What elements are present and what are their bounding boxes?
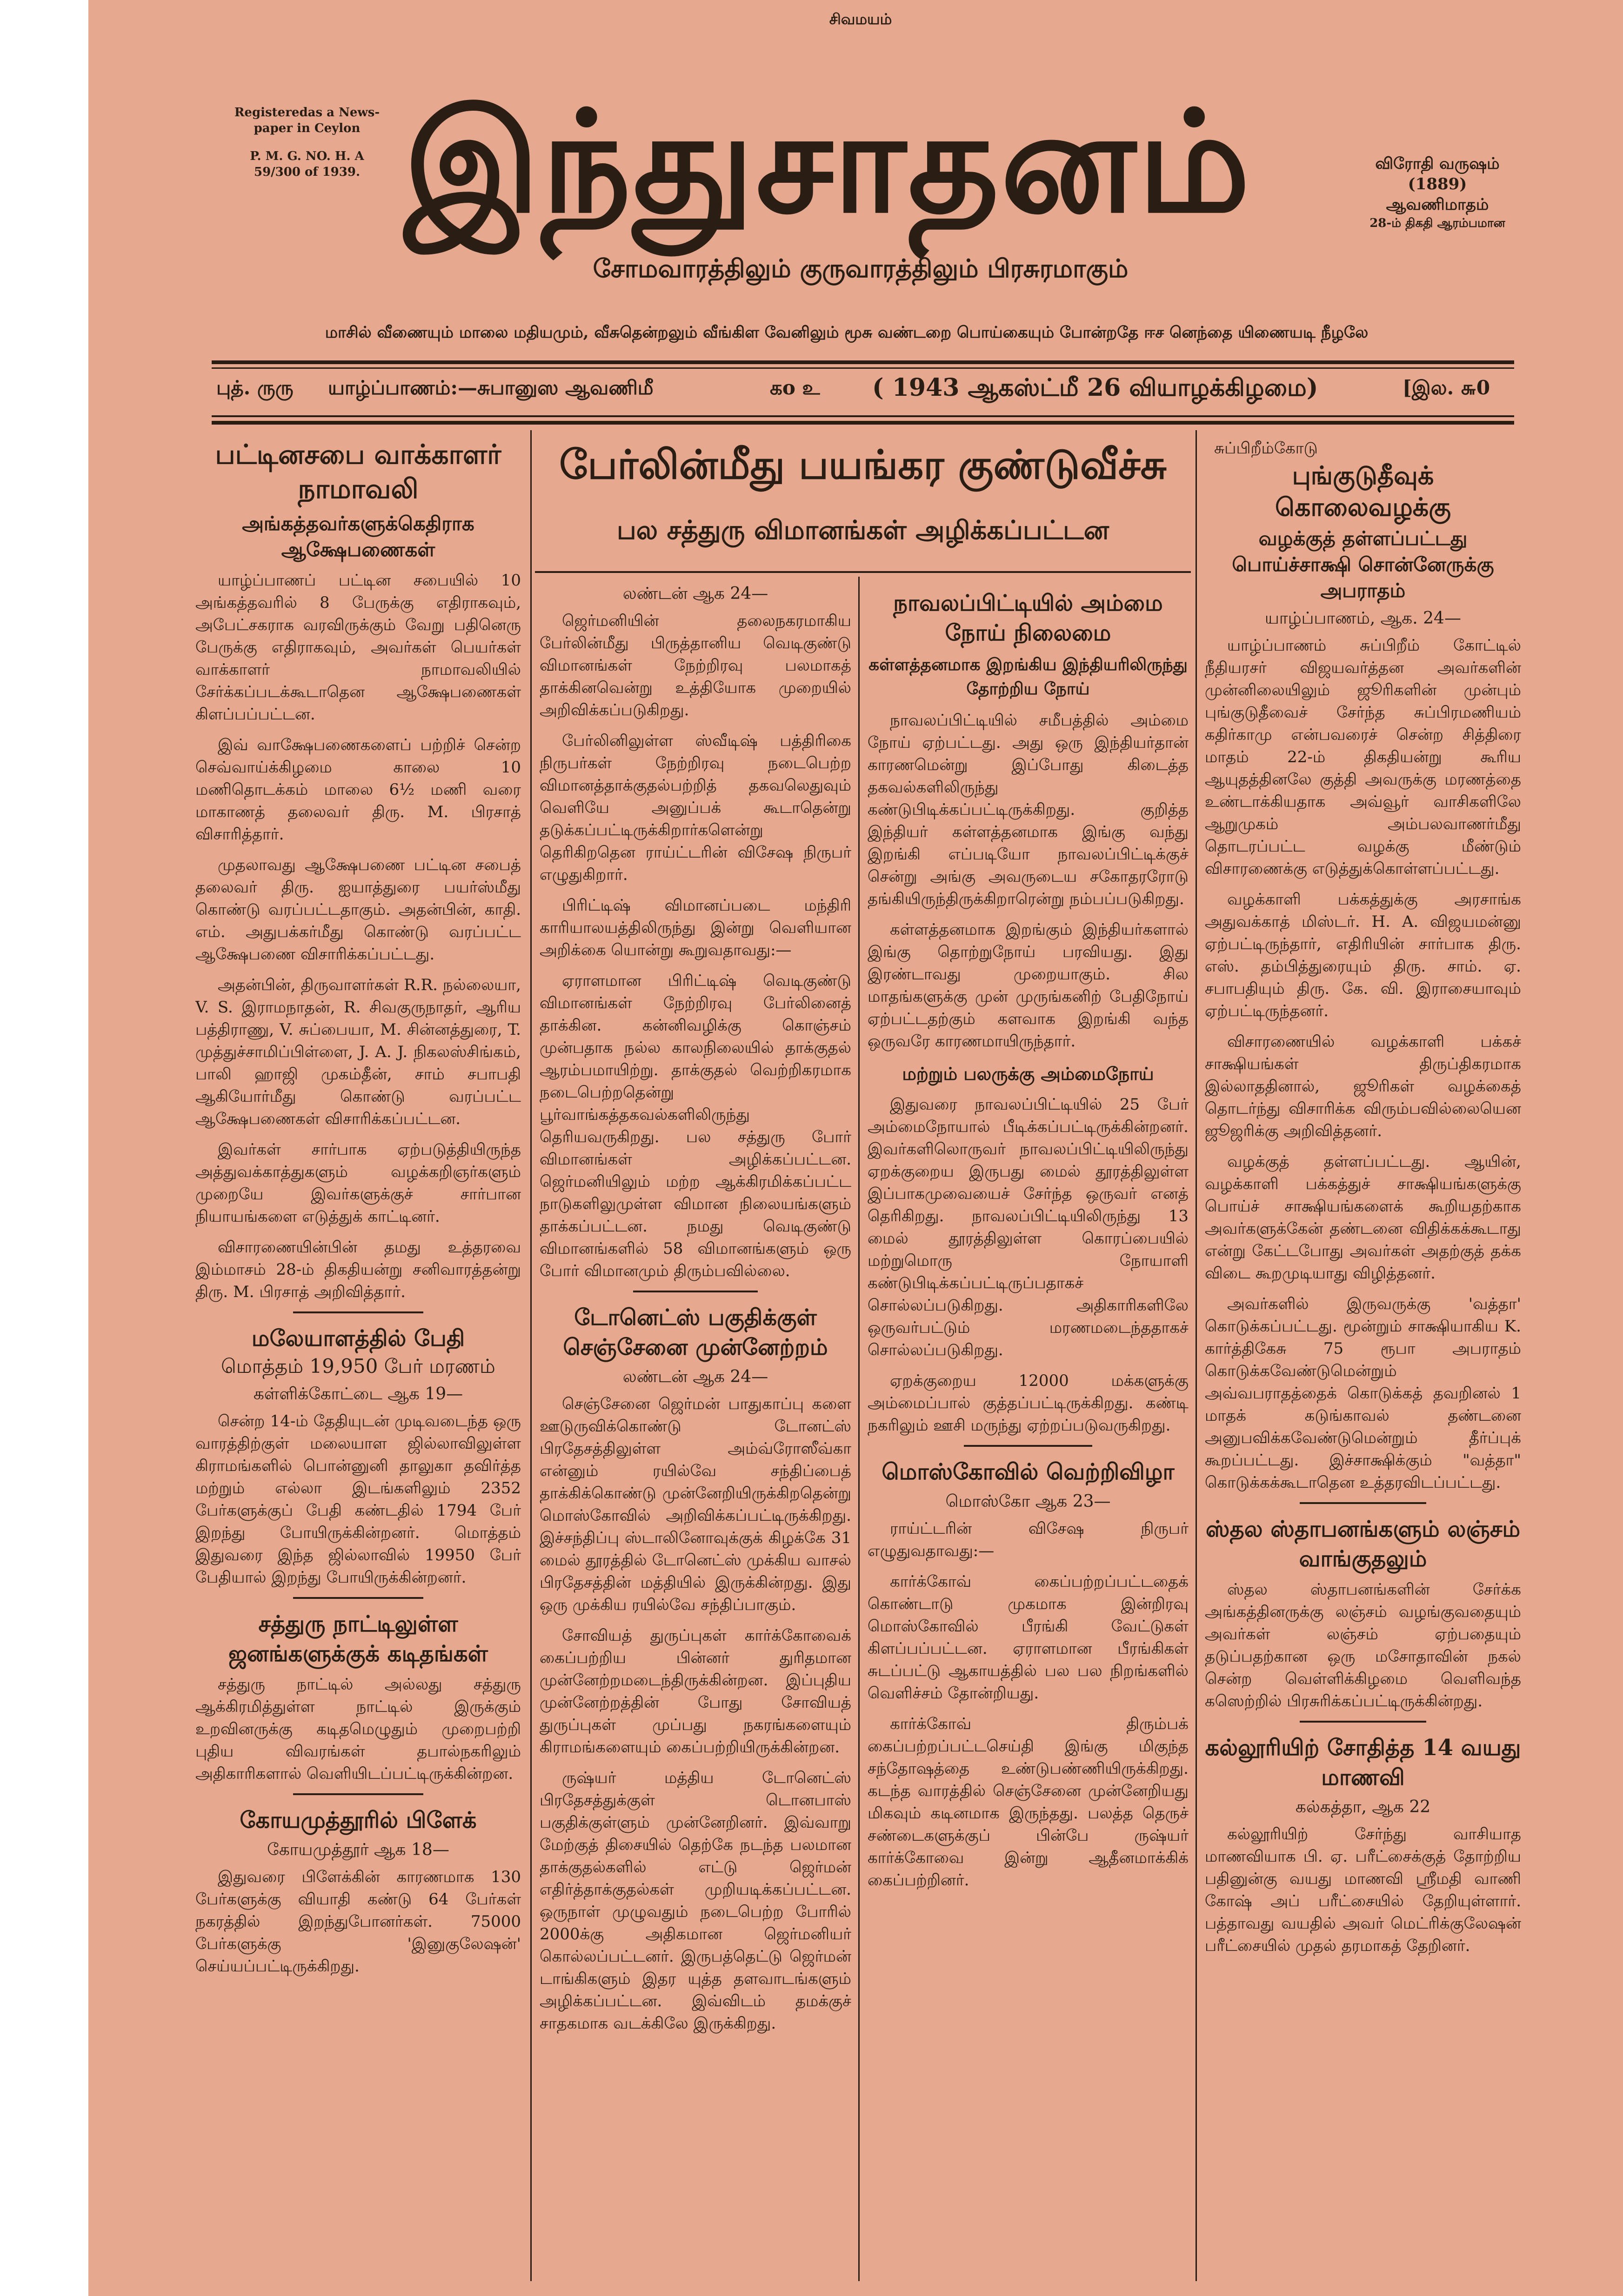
article-divider (1300, 1721, 1426, 1723)
masthead-motto: மாசில் வீணையும் மாலை மதியமும், வீசுதென்றலும் வீங்கிள வேனிலும் மூசு வண்டறை பொய்கையும் போன்றதே ஈச னெந்தை யிணையடி நீழலே (325, 323, 1369, 342)
headline-nawalapitiya-smallpox: நாவலப்பிட்டியில் அம்மை நோய் நிலைமை (893, 590, 1163, 646)
dateline-rule (212, 421, 1514, 425)
paragraph: ஏறக்குறைய 12000 மக்களுக்கு அம்மைப்பால் குத்தப்பட்டிருக்கிறது. கண்டி நகரிலும் ஊசி மருந்து ஏற்றப்படுவருகிறது. (868, 1371, 1189, 1435)
place-date-label: யாழ்ப்பாணம்:—சுபானுஸ ஆவணிமீ (328, 376, 654, 399)
subhead-objections: அங்கத்தவர்களுக்கெதிராக ஆக்ஷேபணைகள் (242, 512, 474, 561)
paragraph: கல்லூரியிற் சேர்ந்து வாசியாத மாணவியாக பி. ஏ. பரீட்சைக்குத் தோற்றிய பதினுன்கு வயது மாணவி ஸ்ரீமதி வாணி கோஷ் அப் பரீட்சையில் தேறியுள்ளார். பத்தாவது வயதில் அவர் மெட்ரிக்குலேஷன் பரீட்சையில் முதல் தரமாகத் தேறினர். (1205, 1825, 1521, 1955)
paragraph: ஜெர்மனியின் தலைநகரமாகிய பேர்லின்மீது பிருத்தானிய வெடிகுண்டு விமானங்கள் நேற்றிரவு பலமாகத் தாக்கினவென்று உத்தியோக முறையில் அறிவிக்கப்படுகிறது. (540, 612, 851, 719)
article-divider (293, 1597, 423, 1599)
registration-line: 59/300 of 1939. (254, 165, 360, 179)
shivamayam-label: சிவமயம் (829, 10, 892, 28)
masthead-rule (212, 367, 1514, 369)
column-rule (858, 577, 860, 2281)
dateline-rule (212, 415, 1514, 417)
headline-rule (535, 571, 1191, 573)
kicker-supreme-court: சுப்பிறீம்கோடு (1214, 439, 1318, 458)
headline-moscow-victory: மொஸ்கோவில் வெற்றிவிழா (882, 1459, 1175, 1485)
english-date-label: ( 1943 ஆகஸ்ட்மீ 26 வியாழக்கிழமை) (872, 373, 1318, 402)
year-info-line: ஆவணிமாதம் (1386, 195, 1489, 214)
column-rule (1196, 430, 1197, 2281)
paragraph: யாழ்ப்பாணப் பட்டின சபையில் 10 அங்கத்தவரில் 8 பேருக்கு எதிராகவும், அபேட்சகராக வரவிருக்கும் வேறு பதினெரு பேருக்கு எதிராகவும், அவர்கள் பெயர்கள் வாக்காளர் நாமாவலியில் சேர்க்கப்படக்கூடாதென ஆக்ஷேபணைகள் கிளப்பப்பட்டன. (195, 571, 521, 724)
dateline: மொஸ்கோ ஆக 23— (945, 1492, 1111, 1511)
dateline: யாழ்ப்பாணம், ஆக. 24— (1265, 609, 1461, 628)
article-divider (1300, 1502, 1426, 1504)
center-right-column (868, 588, 1189, 2279)
paragraph: இதுவரை நாவலப்பிட்டியில் 25 பேர் அம்மைநோயால் பீடிக்கப்பட்டிருக்கின்றனர். இவர்களிலொருவர் நாவலப்பிட்டியிலிருந்து ஏறக்குறைய இருபது மைல் தூரத்திலுள்ள இப்பாகமுவையைச் சேர்ந்த ஒருவர் எனத் தெரிகிறது. நாவலப்பிட்டியிலிருந்து 13 மைல் தூரத்திலுள்ள கொரப்பையில் மற்றுமொரு நோயாளி கண்டுபிடிக்கப்பட்டிருப்பதாகச் சொல்லப்படுகிறது. அதிகாரிகளிலே ஒருவர்பட்டும் மரணமடைந்ததாகச் சொல்லப்படுகிறது. (868, 1095, 1189, 1359)
masthead-rule (212, 360, 1514, 364)
headline-coimbatore-plague: கோயமுத்தூரில் பிளேக் (240, 1807, 477, 1833)
masthead-title: இந்துசாதனம் (404, 81, 1252, 244)
year-info-block (1340, 153, 1535, 232)
paragraph: கார்க்கோவ் கைப்பற்றப்பட்டதைக் கொண்டாடு முகமாக இன்றிரவு மொஸ்கோவில் பீரங்கி வேட்டுகள் கிளப்பப்பட்டன. ஏராளமான பீரங்கிகள் சுடப்பட்டு ஆகாயத்தில் பல பல நிறங்களில் வெளிச்சம் தோன்றியது. (868, 1572, 1189, 1703)
left-column (195, 437, 521, 2279)
paragraph: நாவலப்பிட்டியில் சமீபத்தில் அம்மை நோய் ஏற்பட்டது. அது ஒரு இந்தியர்தான் காரணமென்று இப்போது கிடைத்த தகவல்களிலிருந்து கண்டுபிடிக்கப்பட்டிருக்கிறது. குறித்த இந்தியர் கள்ளத்தனமாக இங்கு வந்து இறங்கி எப்படியோ நாவலப்பிட்டிக்குச் சென்று அங்கு அவருடைய சகோதரரோடு தங்கியிருந்திருக்கிறாரென்று நம்பப்படுகிறது. (868, 711, 1189, 908)
headline-pungudutivu-murder: புங்குடுதீவுக் கொலைவழக்கு (1275, 460, 1451, 522)
paragraph: இவர்கள் சார்பாக ஏற்படுத்தியிருந்த அத்துவக்காத்துகளும் வழக்கறிஞர்களும் முறையே இவர்களுக்குச் சார்பான நியாயங்களை எடுத்துக் காட்டினர். (195, 1140, 521, 1226)
paragraph: முதலாவது ஆக்ஷேபணை பட்டின சபைத் தலைவர் திரு. ஐயாத்துரை பயர்ஸ்மீது கொண்டு வரப்பட்டதாகும். அதன்பின், காதி. எம். அதுபக்கர்மீது கொண்டு வரப்பட்ட ஆக்ஷேபணை விசாரிக்கப்பட்டது. (195, 856, 521, 964)
dateline: கள்ளிக்கோட்டை ஆக 19— (253, 1384, 463, 1404)
paragraph: வழக்குத் தள்ளப்பட்டது. ஆயின், வழக்காளி பக்கத்துச் சாக்ஷியங்களுக்கு பொய்ச் சாக்ஷியங்களைக் கூறியதற்காக அவர்களுக்கேன் தண்டனை விதிக்கக்கூடாது என்று கேட்டபோது அவர்கள் அதற்குத் தக்க விடை கூறமுடியாது விழித்தனர். (1205, 1152, 1521, 1283)
article-divider (633, 1291, 758, 1292)
subhead-case-dismissed: வழக்குத் தள்ளப்பட்டது பொய்ச்சாக்ஷி சொன்னேருக்கு அபராதம் (1232, 527, 1494, 602)
article-divider (964, 1445, 1092, 1447)
paragraph: பிரிட்டிஷ் விமானப்படை மந்திரி காரியாலயத்திலிருந்து இன்று வெளியான அறிக்கை யொன்று கூறுவதாவது:— (540, 896, 851, 959)
headline-malabar-cholera: மலேயாளத்தில் பேதி (251, 1325, 465, 1351)
paragraph: விசாரணையில் வழக்காளி பக்கச் சாக்ஷியங்கள் திருப்திகரமாக இல்லாததினால், ஜூரிகள் வழக்கைத் தொடர்ந்து விசாரிக்க விரும்பவில்லையென ஜூஜரிக்கு அறிவித்தனர். (1205, 1032, 1521, 1140)
center-left-column (540, 579, 851, 2279)
paragraph: சென்ற 14-ம் தேதியுடன் முடிவடைந்த ஒரு வாரத்திற்குள் மலையாள ஜில்லாவிலுள்ள கிராமங்களில் பொன்னுனி தாலுகா தவிர்த்த மற்றும் எல்லா இடங்களிலும் 2352 பேர்களுக்குப் பேதி கண்டதில் 1794 பேர் இறந்து போயிருக்கின்றனர். மொத்தம் இதுவரை இந்த ஜில்லாவில் 19950 பேர் பேதியால் இறந்து போயிருக்கின்றனர். (195, 1412, 521, 1587)
dateline: லண்டன் ஆக 24— (622, 584, 768, 603)
paragraph: கள்ளத்தனமாக இறங்கும் இந்தியர்களால் இங்கு தொற்றுநோய் பரவியது. இது இரண்டாவது முறையாகும். சில மாதங்களுக்கு முன் முருங்கனிற் பேதிநோய் ஏற்பட்டதற்கும் களவாக இறங்கி வந்த ஒருவரே காரணமாயிருந்தார். (868, 920, 1189, 1051)
headline-berlin-bombing: பேர்லின்மீது பயங்கர குண்டுவீச்சு (559, 442, 1167, 488)
registration-block (223, 105, 391, 180)
headline-donets-advance: டோனெட்ஸ் பகுதிக்குள் செஞ்சேனை முன்னேற்றம் (563, 1304, 828, 1360)
paragraph: ஸ்தல ஸ்தாபனங்களின் சேர்க்க அங்கத்தினருக்கு லஞ்சம் வழங்குவதையும் அவர்கள் லஞ்சம் ஏற்பதையும் தடுப்பதற்கான ஒரு மசோதாவின் நகல் சென்ற வெள்ளிக்கிழமை வெளிவந்த கஸெற்றில் பிரசுரிக்கப்பட்டிருக்கின்றது. (1205, 1580, 1521, 1710)
article-divider (293, 1793, 423, 1795)
year-info-line: (1889) (1408, 175, 1467, 193)
paragraph: பேர்லினிலுள்ள ஸ்வீடிஷ் பத்திரிகை நிருபர்கள் நேற்றிரவு நடைபெற்ற விமானத்தாக்குதல்பற்றித் தகவலெதுவும் வெளியே அனுப்பக் கூடாதென்று தடுக்கப்பட்டிருக்கிறார்களென்று தெரிகிறதென ராய்ட்டரின் விசேஷ நிருபர் எழுதுகிறார். (540, 732, 851, 884)
subhead-deaths: மொத்தம் 19,950 பேர் மரணம் (221, 1355, 495, 1378)
issue-label: [இல. ௬0 (1403, 376, 1490, 399)
paragraph: இதுவரை பிளேக்கின் காரணமாக 130 பேர்களுக்கு வியாதி கண்டு 64 பேர்கள் நகரத்தில் இறந்துபோனர்கள். 75000 பேர்களுக்கு 'இனுகுலேஷன்' செய்யப்பட்டிருக்கிறது. (195, 1868, 521, 1976)
paragraph: ராய்ட்டரின் விசேஷ நிருபர் எழுதுவதாவது:— (868, 1519, 1189, 1560)
headline-municipal-voters: பட்டினசபை வாக்காளர் நாமாவலி (215, 439, 501, 505)
article-divider (293, 1311, 423, 1313)
paragraph: சத்துரு நாட்டில் அல்லது சத்துரு ஆக்கிரமித்துள்ள நாட்டில் இருக்கும் உறவினருக்கு கடிதமெழுதும் முறைபற்றி புதிய விவரங்கள் தபால்நகரிலும் அதிகாரிகளால் வெளியிடப்பட்டிருக்கின்றன. (195, 1675, 521, 1783)
subhead-more-cases: மற்றும் பலருக்கு அம்மைநோய் (902, 1063, 1154, 1084)
subhead-enemy-planes: பல சத்துரு விமானங்கள் அழிக்கப்பட்டன (616, 515, 1109, 546)
paragraph: அதன்பின், திருவாளர்கள் R.R. நல்லையா, V. S. இராமநாதன், R. சிவகுருநாதர், ஆரிய பத்திராணு, V. சுப்பையா, M. சின்னத்துரை, T. முத்துச்சாமிப்பிள்ளை, J. A. J. நிகலஸ்சிங்கம், பாலி ஹாஜி முகம்தீன், சாம் சபாபதி ஆகியோர்மீது கொண்டு வரப்பட்ட ஆக்ஷேபணைகள் விசாரிக்கப்பட்டன. (195, 976, 521, 1128)
paragraph: செஞ்சேனை ஜெர்மன் பாதுகாப்பு களை ஊடுருவிக்கொண்டு டோனட்ஸ் பிரதேசத்திலுள்ள அம்வ்ரோஸீவ்கா என்னும் ரயில்வே சந்திப்பைத் தாக்கிக்கொண்டு முன்னேறியிருக்கிறதென்று மொஸ்கோவில் அறிவிக்கப்பட்டிருக்கிறது. இச்சந்திப்பு ஸ்டாலினோவுக்குக் கிழக்கே 31 மைல் தூரத்தில் டோனெட்ஸ் முக்கிய வாசல் பிரதேசத்தின் மத்தியில் இருக்கின்றது. இது ஒரு முக்கிய ரயில்வே சந்திப்பாகும். (540, 1395, 851, 1614)
dateline-bar (212, 373, 1514, 415)
paragraph: சோவியத் துருப்புகள் கார்க்கோவைக் கைப்பற்றிய பின்னர் துரிதமான முன்னேற்றமடைந்திருக்கின்றன. இப்புதிய முன்னேற்றத்தின் போது சோவியத் துருப்புகள் முப்பது நகரங்களையும் கிராமங்களையும் கைப்பற்றியிருக்கின்றன. (540, 1626, 851, 1757)
subhead-smuggled-indian: கள்ளத்தனமாக இறங்கிய இந்தியரிலிருந்து தோற்றிய நோய் (868, 655, 1188, 699)
masthead-subtitle: சோமவாரத்திலும் குருவாரத்திலும் பிரசுரமாகும் (593, 253, 1129, 283)
paragraph: யாழ்ப்பாணம் சுப்பிறீம் கோட்டில் நீதியரசர் விஜயவர்த்தன அவர்களின் முன்னிலையிலும் ஜூரிகளின் முன்பும் புங்குடுதீவைச் சேர்ந்த சுப்பிரமணியம் கதிர்காமு என்பவரைச் சென்ற சித்திரை மாதம் 22-ம் திகதியன்று கூரிய ஆயுதத்தினலே குத்தி அவருக்கு மரணத்தை உண்டாக்கியதாக அவ்வூர் வாசிகளிலே ஆறுமுகம் அம்பலவாணர்மீது தொடரப்பட்ட வழக்கு மீண்டும் விசாரணைக்கு எடுத்துக்கொள்ளப்பட்டது. (1205, 636, 1521, 878)
paragraph: விசாரணையின்பின் தமது உத்தரவை இம்மாசம் 28-ம் திகதியன்று சனிவாரத்தன்று திரு. M. பிரசாத் அறிவித்தார். (195, 1238, 521, 1301)
year-info-line: 28-ம் திகதி ஆரம்பமான (1369, 216, 1505, 230)
tamil-date-label: கo உ (770, 376, 820, 399)
volume-label: புத். ருரு (216, 376, 294, 399)
paragraph: ஏராளமான பிரிட்டிஷ் வெடிகுண்டு விமானங்கள் நேற்றிரவு பேர்லினைத் தாக்கின. கன்னிவழிக்கு கொஞ்சம் முன்பதாக நல்ல காலநிலையில் தாக்குதல் ஆரம்பமாயிற்று. தாக்குதல் வெற்றிகரமாக நடைபெற்றதென்று பூர்வாங்கத்தகவல்களிலிருந்து தெரியவருகிறது. பல சத்துரு போர் விமானங்கள் அழிக்கப்பட்டன. ஜெர்மனியிலும் மற்ற ஆக்கிரமிக்கப்பட்ட நாடுகளிலுமுள்ள விமான நிலையங்களும் தாக்கப்பட்டன. நமது வெடிகுண்டு விமானங்களில் 58 விமானங்களும் ஒரு போர் விமானமும் திரும்பவில்லை. (540, 972, 851, 1280)
paragraph: கார்க்கோவ் திரும்பக் கைப்பற்றப்பட்டசெய்தி இங்கு மிகுந்த சந்தோஷத்தை உண்டுபண்ணியிருக்கிறது. கடந்த வாரத்தில் செஞ்சேனை முன்னேறியது மிகவும் கடினமாக இருந்தது. பலத்த தெருச் சண்டைகளுக்குப் பின்பே ருஷ்யர் கார்க்கோவை இன்று ஆதீனமாக்கிக் கைப்பற்றினர். (868, 1715, 1189, 1890)
dateline: கல்கத்தா, ஆக 22 (1295, 1797, 1431, 1817)
year-info-line: விரோதி வருஷம் (1375, 154, 1500, 173)
dateline: லண்டன் ஆக 24— (622, 1367, 768, 1386)
paragraph: அவர்களில் இருவருக்கு 'வத்தா' கொடுக்கப்பட்டது. மூன்றும் சாக்ஷியாகிய K. கார்த்திகேசு 75 ரூபா அபராதம் கொடுக்கவேண்டுமென்றும் அவ்வபராதத்தைக் கொடுக்கத் தவறினல் 1 மாதக் கடுங்காவல் தண்டனை அனுபவிக்கவேண்டுமென்றும் தீர்ப்புக் கூறப்பட்டது. இச்சாக்ஷிக்கும் "வத்தா" கொடுக்கக்கூடாதென உத்தரவிடப்பட்டது. (1205, 1295, 1521, 1492)
dateline: கோயமுத்தூர் ஆக 18— (267, 1840, 449, 1859)
headline-enemy-letters: சத்துரு நாட்டிலுள்ள ஜனங்களுக்குக் கடிதங்கள் (228, 1611, 488, 1667)
paragraph: வழக்காளி பக்கத்துக்கு அரசாங்க அதுவக்காத் மிஸ்டர். H. A. விஜயமன்னு ஏற்பட்டிருந்தார், எதிரியின் சார்பாக திரு. எஸ். தம்பித்துரையும் திரு. சாம். ஏ. சபாபதியும் திரு. கே. வி. இராசையாவும் ஏற்பட்டிருந்தனர். (1205, 890, 1521, 1020)
headline-student-14: கல்லூரியிற் சோதித்த 14 வயது மாணவி (1205, 1735, 1521, 1790)
headline-local-bodies-bribery: ஸ்தல ஸ்தாபனங்களும் லஞ்சம் வாங்குதலும் (1205, 1516, 1521, 1572)
right-column (1205, 437, 1521, 2279)
registration-line: Registeredas a News- (234, 106, 380, 120)
paragraph: ருஷ்யர் மத்திய டோனெட்ஸ் பிரதேசத்துக்குள் டொனபாஸ் பகுதிக்குள்ளும் முன்னேறினர். இவ்வாறு மேற்குத் திசையில் தெற்கே நடந்த பலமான தாக்குதல்களில் எட்டு ஜெர்மன் எதிர்த்தாக்குதல்கள் முறியடிக்கப்பட்டன. ஒருநாள் முழுவதும் நடைபெற்ற போரில் 2000க்கு அதிகமான ஜெர்மனியர் கொல்லப்பட்டனர். இருபத்தெட்டு ஜெர்மன் டாங்கிகளும் இதர யுத்த தளவாடங்களும் அழிக்கப்பட்டன. இவ்விடம் தமக்குச் சாதகமாக வடக்கிலே இருக்கிறது. (540, 1769, 851, 2033)
registration-line: P. M. G. NO. H. A (250, 149, 364, 163)
paragraph: இவ் வாக்ஷேபணைகளைப் பற்றிச் சென்ற செவ்வாய்க்கிழமை காலை 10 மணிதொடக்கம் மாலை 6½ மணி வரை மாகாணத் தலைவர் திரு. M. பிரசாத் விசாரித்தார். (195, 736, 521, 844)
registration-line: paper in Ceylon (254, 121, 361, 135)
column-rule (530, 430, 532, 2281)
